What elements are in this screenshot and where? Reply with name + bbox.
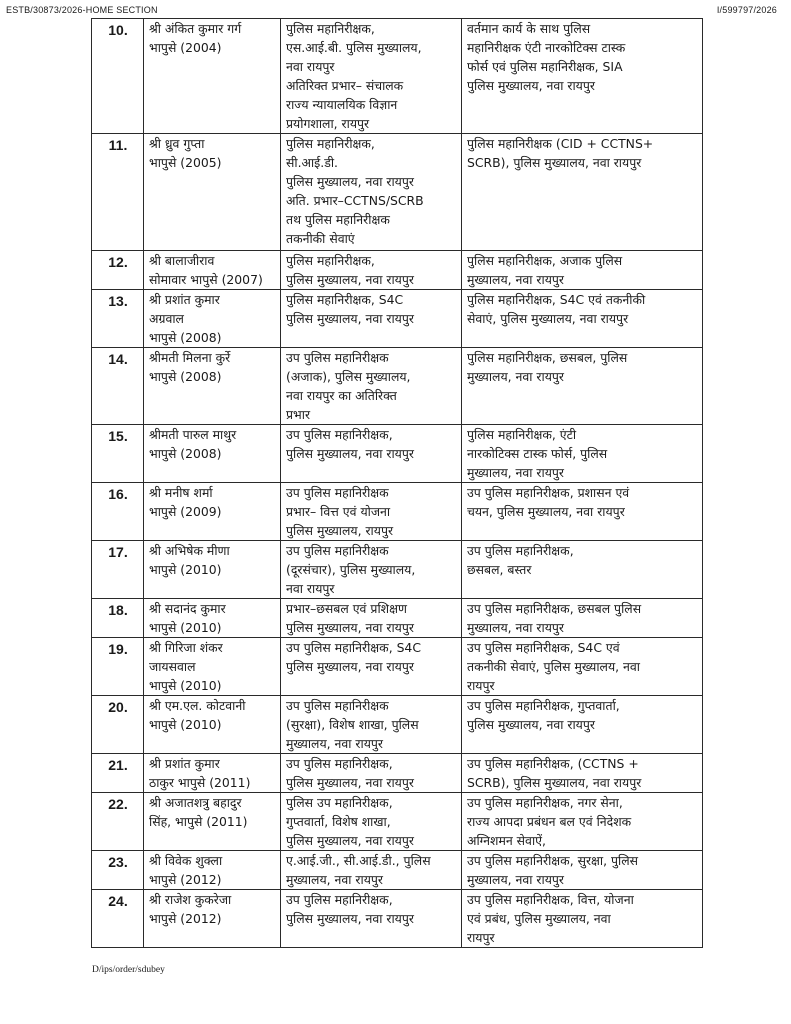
serial-number-cell: 13. [92, 290, 144, 348]
table-row [92, 851, 703, 890]
officer-name-cell: श्री ध्रुव गुप्ता भापुसे (2005) [144, 134, 281, 251]
serial-number-cell: 12. [92, 251, 144, 290]
new-posting-cell: पुलिस महानिरीक्षक, S4C एवं तकनीकी सेवाएं, पुलिस मुख्यालय, नवा रायपुर [462, 290, 703, 348]
current-posting-cell: पुलिस महानिरीक्षक, एस.आई.बी. पुलिस मुख्यालय, नवा रायपुर अतिरिक्त प्रभार– संचालक राज्य न्यायालयिक विज्ञान प्रयोगशाला, रायपुर [281, 19, 462, 134]
serial-number-cell: 11. [92, 134, 144, 251]
officer-name-cell: श्री विवेक शुक्ला भापुसे (2012) [144, 851, 281, 890]
footer-path: D/ips/order/sdubey [92, 965, 165, 975]
table-row [92, 348, 703, 425]
current-posting-cell: पुलिस महानिरीक्षक, सी.आई.डी. पुलिस मुख्यालय, नवा रायपुर अति. प्रभार–CCTNS/SCRB तथ पुलिस महानिरीक्षक तकनीकी सेवाएं [281, 134, 462, 251]
current-posting-cell: उप पुलिस महानिरीक्षक, पुलिस मुख्यालय, नवा रायपुर [281, 754, 462, 793]
new-posting-cell: पुलिस महानिरीक्षक, छसबल, पुलिस मुख्यालय, नवा रायपुर [462, 348, 703, 425]
officer-name-cell: श्रीमती पारुल माथुर भापुसे (2008) [144, 425, 281, 483]
officer-name-cell: श्री मनीष शर्मा भापुसे (2009) [144, 483, 281, 541]
table-row [92, 696, 703, 754]
table-row [92, 638, 703, 696]
current-posting-cell: ए.आई.जी., सी.आई.डी., पुलिस मुख्यालय, नवा रायपुर [281, 851, 462, 890]
new-posting-cell: उप पुलिस महानिरीक्षक, सुरक्षा, पुलिस मुख्यालय, नवा रायपुर [462, 851, 703, 890]
officer-name-cell: श्रीमती मिलना कुर्रे भापुसे (2008) [144, 348, 281, 425]
document-number-header: I/599797/2026 [716, 5, 777, 15]
new-posting-cell: उप पुलिस महानिरीक्षक, (CCTNS + SCRB), पुलिस मुख्यालय, नवा रायपुर [462, 754, 703, 793]
table-row [92, 793, 703, 851]
new-posting-cell: उप पुलिस महानिरीक्षक, नगर सेना, राज्य आपदा प्रबंधन बल एवं निदेशक अग्निशमन सेवाऐं, [462, 793, 703, 851]
current-posting-cell: पुलिस महानिरीक्षक, S4C पुलिस मुख्यालय, नवा रायपुर [281, 290, 462, 348]
current-posting-cell: उप पुलिस महानिरीक्षक (दूरसंचार), पुलिस मुख्यालय, नवा रायपुर [281, 541, 462, 599]
current-posting-cell: पुलिस उप महानिरीक्षक, गुप्तवार्ता, विशेष शाखा, पुलिस मुख्यालय, नवा रायपुर [281, 793, 462, 851]
transfer-order-table [91, 18, 703, 948]
table-row [92, 251, 703, 290]
serial-number-cell: 24. [92, 890, 144, 948]
table-row [92, 890, 703, 948]
new-posting-cell: वर्तमान कार्य के साथ पुलिस महानिरीक्षक एंटी नारकोटिक्स टास्क फोर्स एवं पुलिस महानिरीक्षक, SIA पुलिस मुख्यालय, नवा रायपुर [462, 19, 703, 134]
current-posting-cell: उप पुलिस महानिरीक्षक (सुरक्षा), विशेष शाखा, पुलिस मुख्यालय, नवा रायपुर [281, 696, 462, 754]
new-posting-cell: उप पुलिस महानिरीक्षक, वित्त, योजना एवं प्रबंध, पुलिस मुख्यालय, नवा रायपुर [462, 890, 703, 948]
serial-number-cell: 17. [92, 541, 144, 599]
serial-number-cell: 18. [92, 599, 144, 638]
table-row [92, 134, 703, 251]
serial-number-cell: 10. [92, 19, 144, 134]
current-posting-cell: उप पुलिस महानिरीक्षक प्रभार– वित्त एवं योजना पुलिस मुख्यालय, रायपुर [281, 483, 462, 541]
new-posting-cell: पुलिस महानिरीक्षक (CID + CCTNS+ SCRB), पुलिस मुख्यालय, नवा रायपुर [462, 134, 703, 251]
serial-number-cell: 16. [92, 483, 144, 541]
serial-number-cell: 19. [92, 638, 144, 696]
new-posting-cell: उप पुलिस महानिरीक्षक, गुप्तवार्ता, पुलिस मुख्यालय, नवा रायपुर [462, 696, 703, 754]
transfer-order-rows [92, 19, 703, 948]
new-posting-cell: पुलिस महानिरीक्षक, अजाक पुलिस मुख्यालय, नवा रायपुर [462, 251, 703, 290]
new-posting-cell: उप पुलिस महानिरीक्षक, छसबल, बस्तर [462, 541, 703, 599]
officer-name-cell: श्री राजेश कुकरेजा भापुसे (2012) [144, 890, 281, 948]
table-row [92, 19, 703, 134]
serial-number-cell: 14. [92, 348, 144, 425]
new-posting-cell: उप पुलिस महानिरीक्षक, छसबल पुलिस मुख्यालय, नवा रायपुर [462, 599, 703, 638]
officer-name-cell: श्री अंकित कुमार गर्ग भापुसे (2004) [144, 19, 281, 134]
officer-name-cell: श्री अजातशत्रु बहादुर सिंह, भापुसे (2011) [144, 793, 281, 851]
current-posting-cell: उप पुलिस महानिरीक्षक, पुलिस मुख्यालय, नवा रायपुर [281, 425, 462, 483]
table-row [92, 541, 703, 599]
officer-name-cell: श्री सदानंद कुमार भापुसे (2010) [144, 599, 281, 638]
table-row [92, 483, 703, 541]
serial-number-cell: 15. [92, 425, 144, 483]
officer-name-cell: श्री एम.एल. कोटवानी भापुसे (2010) [144, 696, 281, 754]
file-reference-header: ESTB/30873/2026-HOME SECTION [6, 5, 158, 15]
table-row [92, 425, 703, 483]
serial-number-cell: 20. [92, 696, 144, 754]
current-posting-cell: प्रभार–छसबल एवं प्रशिक्षण पुलिस मुख्यालय, नवा रायपुर [281, 599, 462, 638]
officer-name-cell: श्री प्रशांत कुमार ठाकुर भापुसे (2011) [144, 754, 281, 793]
table-row [92, 290, 703, 348]
current-posting-cell: उप पुलिस महानिरीक्षक, S4C पुलिस मुख्यालय, नवा रायपुर [281, 638, 462, 696]
current-posting-cell: उप पुलिस महानिरीक्षक (अजाक), पुलिस मुख्यालय, नवा रायपुर का अतिरिक्त प्रभार [281, 348, 462, 425]
officer-name-cell: श्री प्रशांत कुमार अग्रवाल भापुसे (2008) [144, 290, 281, 348]
new-posting-cell: उप पुलिस महानिरीक्षक, S4C एवं तकनीकी सेवाएं, पुलिस मुख्यालय, नवा रायपुर [462, 638, 703, 696]
current-posting-cell: उप पुलिस महानिरीक्षक, पुलिस मुख्यालय, नवा रायपुर [281, 890, 462, 948]
serial-number-cell: 22. [92, 793, 144, 851]
officer-name-cell: श्री अभिषेक मीणा भापुसे (2010) [144, 541, 281, 599]
serial-number-cell: 21. [92, 754, 144, 793]
officer-name-cell: श्री बालाजीराव सोमावार भापुसे (2007) [144, 251, 281, 290]
current-posting-cell: पुलिस महानिरीक्षक, पुलिस मुख्यालय, नवा रायपुर [281, 251, 462, 290]
table-row [92, 754, 703, 793]
new-posting-cell: पुलिस महानिरीक्षक, एंटी नारकोटिक्स टास्क फोर्स, पुलिस मुख्यालय, नवा रायपुर [462, 425, 703, 483]
table-row [92, 599, 703, 638]
serial-number-cell: 23. [92, 851, 144, 890]
officer-name-cell: श्री गिरिजा शंकर जायसवाल भापुसे (2010) [144, 638, 281, 696]
new-posting-cell: उप पुलिस महानिरीक्षक, प्रशासन एवं चयन, पुलिस मुख्यालय, नवा रायपुर [462, 483, 703, 541]
